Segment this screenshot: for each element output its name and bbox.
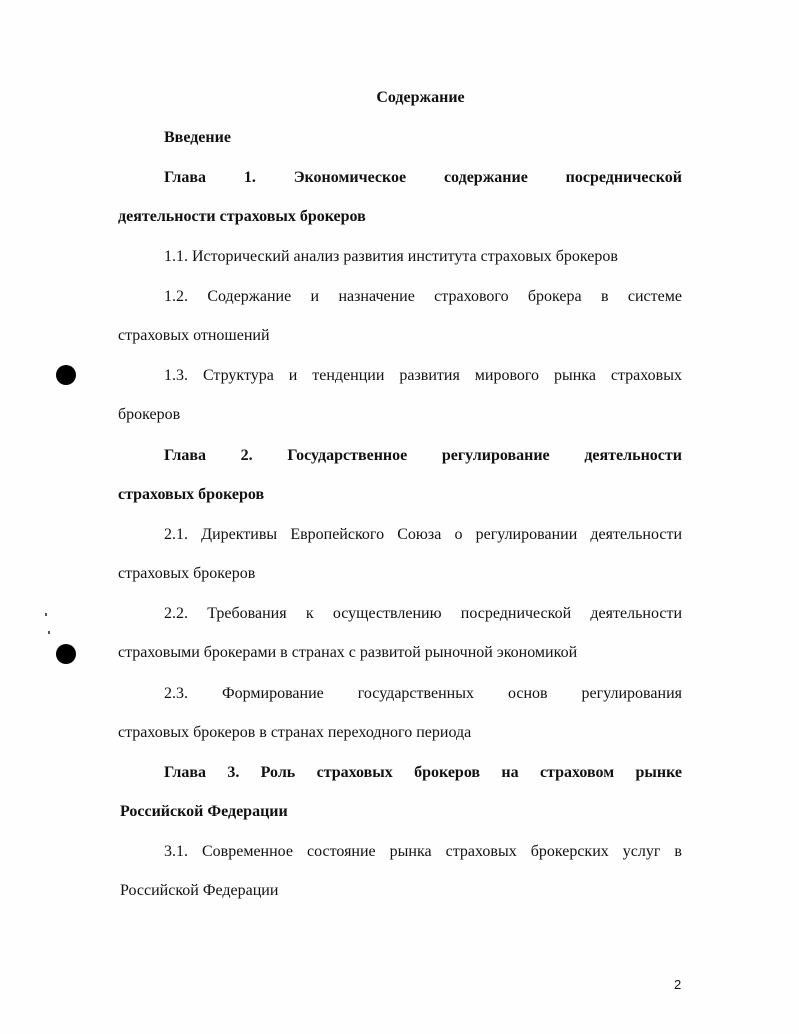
scan-speck [45, 613, 47, 616]
toc-intro: Введение [164, 129, 231, 146]
scan-speck [48, 631, 50, 634]
word: страховых [445, 843, 517, 860]
word: содержание [443, 169, 528, 186]
toc-section-2-2-line2: страховыми брокерами в странах с развитой рыночной экономикой [118, 644, 578, 661]
word: 2. [240, 447, 253, 464]
toc-section-2-3-line2: страховых брокеров в странах переходного периода [118, 724, 472, 741]
word: рынка [553, 367, 596, 384]
word: посреднической [565, 169, 682, 186]
word: Глава [164, 447, 206, 464]
word: и [288, 367, 298, 384]
word: брокерских [530, 843, 609, 860]
toc-section-3-1-line2: Российской Федерации [120, 882, 279, 899]
word: Формирование [221, 685, 324, 702]
word: Роль [260, 764, 296, 781]
word: деятельности [584, 447, 682, 464]
word: государственных [357, 685, 474, 702]
toc-section-1-1: 1.1. Исторический анализ развития института страховых брокеров [164, 248, 618, 265]
word: регулировании [475, 526, 578, 543]
word: регулирование [441, 447, 550, 464]
toc-chapter3-line2: Российской Федерации [120, 803, 288, 820]
toc-section-2-1-line2: страховых брокеров [118, 565, 256, 582]
page-number: 2 [674, 977, 682, 992]
word: деятельности [590, 605, 682, 622]
word: брокеров [414, 764, 481, 781]
toc-section-1-2-line2: страховых отношений [118, 327, 270, 344]
word: Структура [202, 367, 274, 384]
word: назначение [338, 288, 415, 305]
word: состояние [306, 843, 376, 860]
word: Государственное [287, 447, 408, 464]
toc-title: Содержание [376, 89, 465, 106]
word: и [310, 288, 320, 305]
toc-section-2-1-line1 [164, 525, 682, 545]
word: основ [507, 685, 548, 702]
word: тенденции [312, 367, 385, 384]
word: Требования [207, 605, 287, 622]
toc-chapter1-line1 [164, 168, 682, 188]
word: 3. [227, 764, 240, 781]
word: о [454, 526, 463, 543]
word: 3.1. [164, 843, 188, 860]
toc-section-1-3-line2: брокеров [118, 406, 181, 423]
word: Экономическое [293, 169, 407, 186]
toc-section-1-2-line1 [164, 287, 682, 307]
word: Союза [397, 526, 442, 543]
word: на [501, 764, 519, 781]
word: брокера [527, 288, 582, 305]
word: развития [399, 367, 460, 384]
word: страховых [610, 367, 682, 384]
word: 1. [243, 169, 256, 186]
toc-section-3-1-line1 [164, 842, 682, 862]
word: мирового [474, 367, 540, 384]
word: к [305, 605, 314, 622]
word: 2.3. [164, 685, 188, 702]
word: Современное [202, 843, 293, 860]
word: 2.2. [164, 605, 188, 622]
punch-hole-bottom [56, 644, 76, 664]
toc-chapter2-line2: страховых брокеров [118, 486, 265, 503]
word: рынка [389, 843, 432, 860]
toc-section-2-3-line1 [164, 684, 682, 704]
word: Европейского [290, 526, 385, 543]
word: Глава [164, 764, 206, 781]
toc-chapter2-line1 [164, 446, 682, 466]
word: регулирования [581, 685, 682, 702]
toc-chapter3-line1 [164, 763, 682, 783]
word: страховом [539, 764, 615, 781]
punch-hole-top [56, 365, 76, 385]
word: страхового [434, 288, 509, 305]
word: деятельности [590, 526, 682, 543]
word: страховых [316, 764, 393, 781]
word: Глава [164, 169, 206, 186]
word: системе [627, 288, 682, 305]
word: Директивы [201, 526, 278, 543]
toc-section-2-2-line1 [164, 604, 682, 624]
word: посреднической [460, 605, 572, 622]
word: в [674, 843, 682, 860]
word: 1.2. [164, 288, 188, 305]
word: осуществлению [332, 605, 442, 622]
word: 2.1. [164, 526, 188, 543]
word: Содержание [207, 288, 292, 305]
word: в [600, 288, 609, 305]
toc-chapter1-line2: деятельности страховых брокеров [118, 208, 366, 225]
word: услуг [622, 843, 661, 860]
toc-section-1-3-line1 [164, 366, 682, 386]
word: 1.3. [164, 367, 188, 384]
word: рынке [635, 764, 682, 781]
